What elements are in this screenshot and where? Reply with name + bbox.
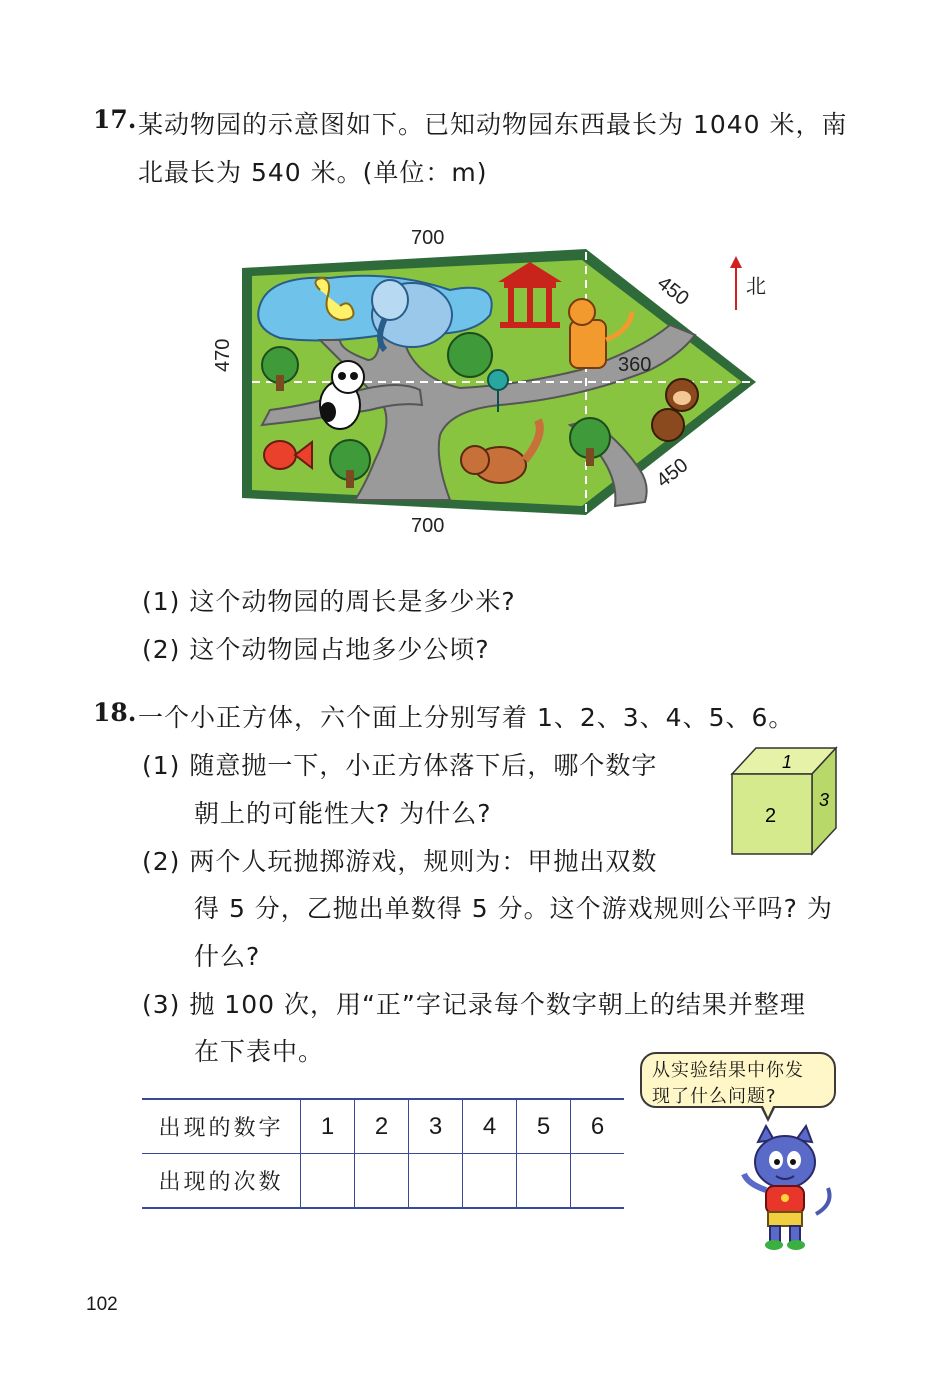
table-number-cell: 1 <box>301 1099 355 1154</box>
map-top-dimension: 700 <box>411 227 445 249</box>
map-lower-right-dimension: 450 <box>652 454 693 493</box>
bubble-tail-inner <box>762 1104 774 1117</box>
table-number-cell: 3 <box>409 1099 463 1154</box>
bubble-line1: 从实验结果中你发 <box>652 1060 804 1081</box>
question-17-line1: 某动物园的示意图如下。已知动物园东西最长为 1040 米，南 <box>138 110 848 139</box>
cube-front-number: 2 <box>765 805 777 827</box>
record-table <box>142 1098 624 1209</box>
question-17-sub2: (2) 这个动物园占地多少公顷? <box>142 635 490 664</box>
north-arrow-icon <box>728 256 744 312</box>
question-17-sub1: (1) 这个动物园的周长是多少米? <box>142 587 516 616</box>
question-18-sub2-line2: 得 5 分，乙抛出单数得 5 分。这个游戏规则公平吗? 为 <box>194 894 833 923</box>
question-18-line1: 一个小正方体，六个面上分别写着 1、2、3、4、5、6。 <box>138 703 795 732</box>
row1-header: 出现的数字 <box>142 1099 301 1154</box>
table-number-cell: 5 <box>517 1099 571 1154</box>
question-18-number: 18. <box>93 698 137 727</box>
tree-icon <box>448 333 492 377</box>
question-18-sub1-line2: 朝上的可能性大? 为什么? <box>194 799 492 828</box>
table-count-cell <box>517 1154 571 1209</box>
table-count-cell <box>463 1154 517 1209</box>
cube-side-number: 3 <box>819 790 830 810</box>
bubble-line2: 现了什么问题? <box>652 1086 777 1107</box>
table-row <box>142 1154 624 1209</box>
zoo-map <box>200 220 780 550</box>
question-18-sub3-line2: 在下表中。 <box>194 1037 325 1066</box>
table-count-cell <box>571 1154 625 1209</box>
question-18-sub3-line1: (3) 抛 100 次，用“正”字记录每个数字朝上的结果并整理 <box>142 990 806 1019</box>
table-number-cell: 4 <box>463 1099 517 1154</box>
question-18-sub2-line3: 什么? <box>194 942 261 971</box>
question-18-sub2-line1: (2) 两个人玩抛掷游戏，规则为：甲抛出双数 <box>142 847 658 876</box>
question-18-sub1-line1: (1) 随意抛一下，小正方体落下后，哪个数字 <box>142 751 658 780</box>
mascot-cat-icon <box>736 1124 836 1254</box>
table-count-cell <box>355 1154 409 1209</box>
map-bottom-dimension: 700 <box>411 515 445 537</box>
speech-bubble <box>640 1052 836 1108</box>
page-number: 102 <box>86 1294 118 1315</box>
table-row <box>142 1099 624 1154</box>
map-left-dimension: 470 <box>212 338 234 372</box>
question-17-line2: 北最长为 540 米。(单位：m) <box>138 158 488 187</box>
cube-top-number: 1 <box>782 752 793 772</box>
table-count-cell <box>301 1154 355 1209</box>
table-number-cell: 2 <box>355 1099 409 1154</box>
north-label: 北 <box>746 274 766 298</box>
number-cube <box>728 744 840 856</box>
table-number-cell: 6 <box>571 1099 625 1154</box>
map-inner-dimension: 360 <box>618 354 652 376</box>
map-upper-right-dimension: 450 <box>653 272 693 311</box>
table-count-cell <box>409 1154 463 1209</box>
question-17-number: 17. <box>93 105 137 134</box>
row2-header: 出现的次数 <box>142 1154 301 1209</box>
